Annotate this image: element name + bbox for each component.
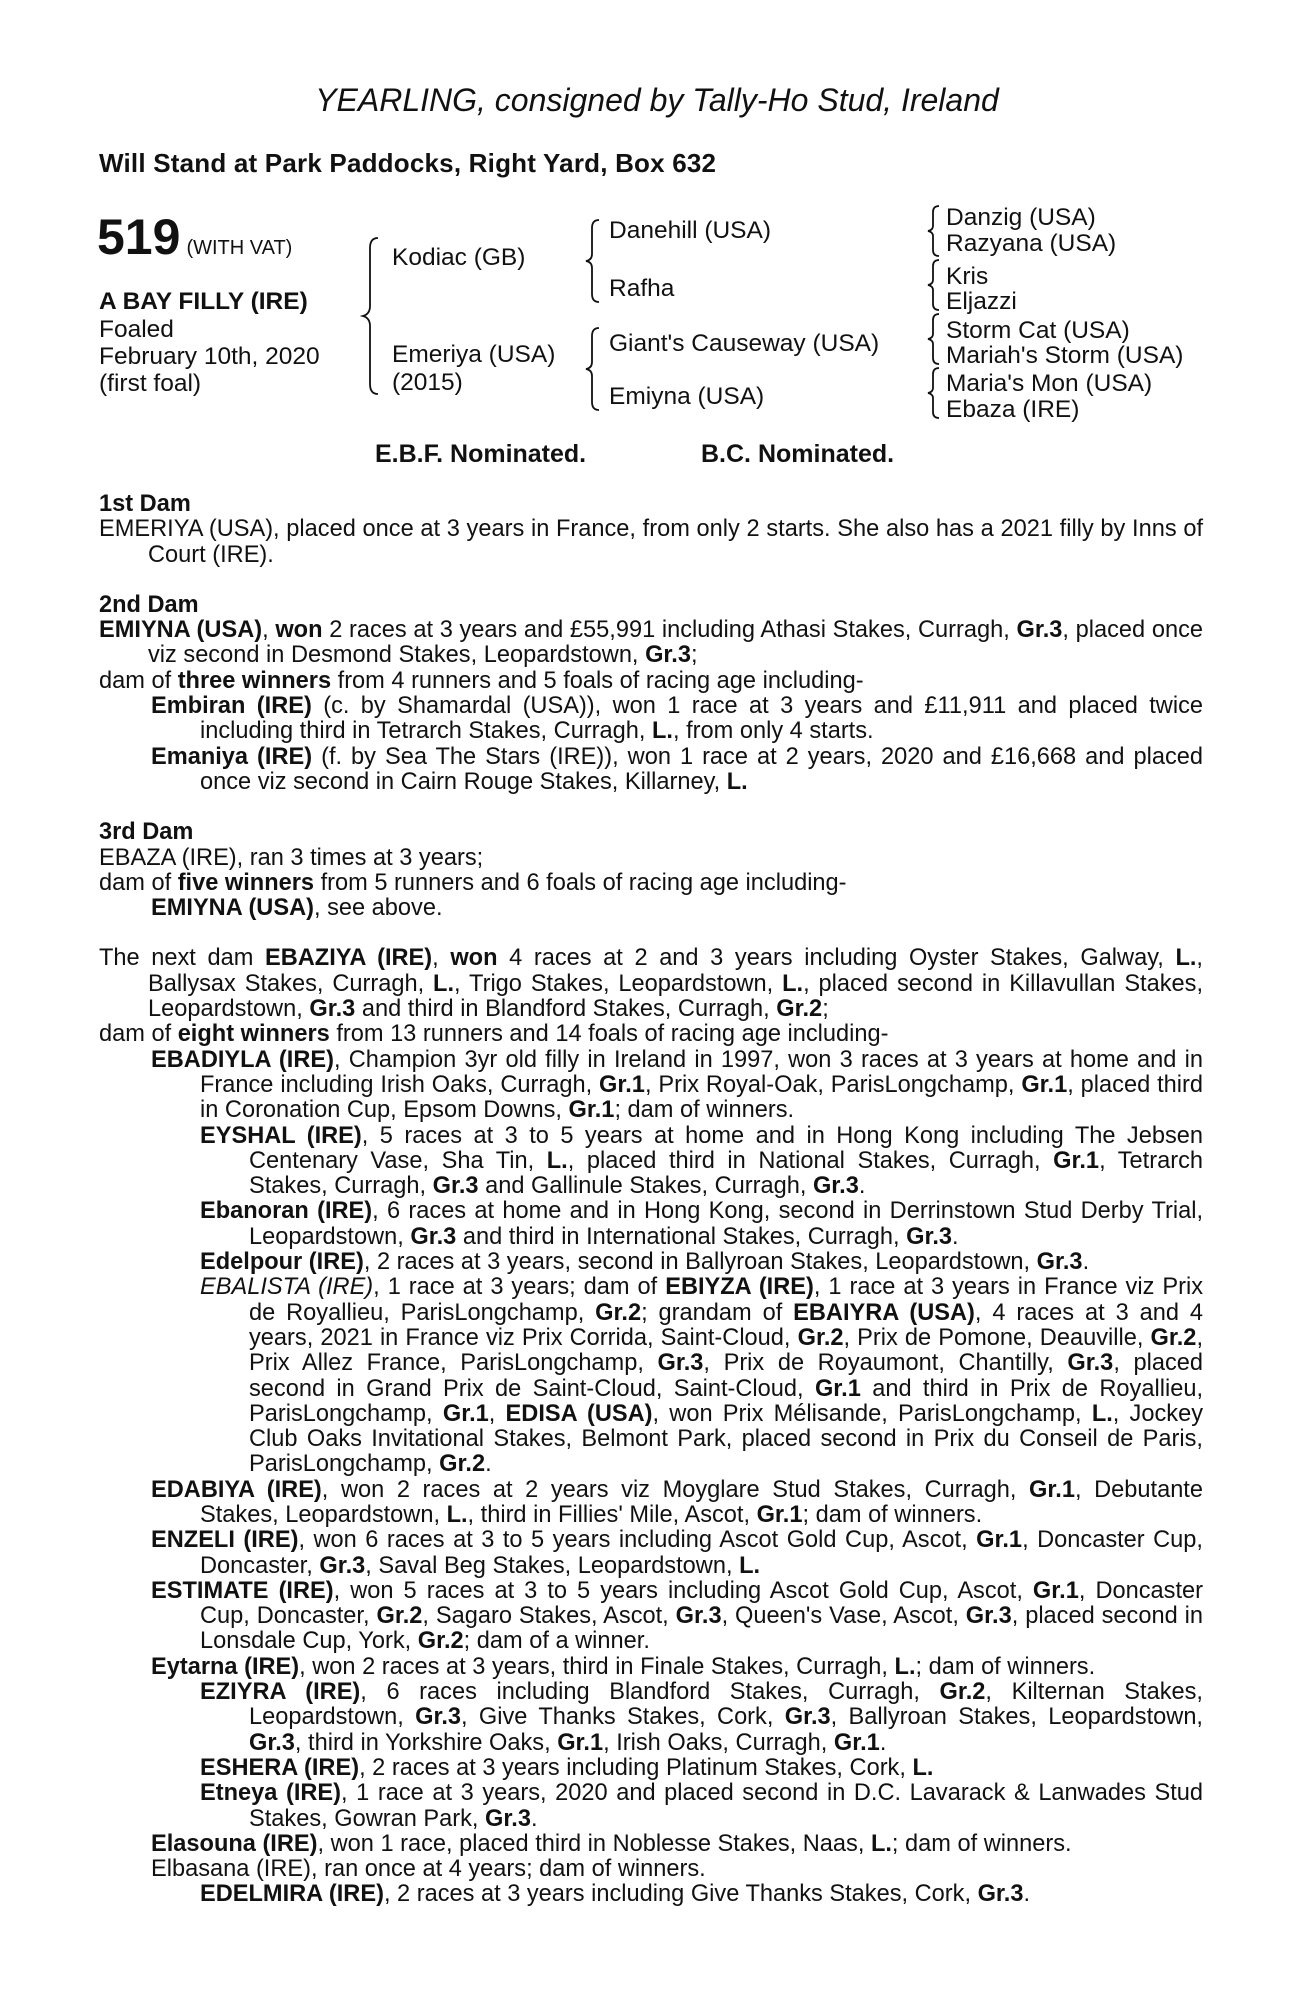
first-dam-entry: EMERIYA (USA), placed once at 3 years in France, from only 2 starts. She also has a 2021 filly by Inns of Court (IRE).	[99, 516, 1203, 568]
produce-estimate: ESTIMATE (IRE), won 5 races at 3 to 5 years including Ascot Gold Cup, Ascot, Gr.1, Doncaster Cup, Doncaster, Gr.2, Sagaro Stakes, Ascot, Gr.3, Queen's Vase, Ascot, Gr.3, placed second in Lonsdale Cup, York, Gr.2; dam of a winner.	[151, 1577, 1203, 1655]
first-dam-heading: 1st Dam	[99, 491, 191, 517]
bc-nomination: B.C. Nominated.	[701, 440, 895, 468]
produce-ebadiyla: EBADIYLA (IRE), Champion 3yr old filly in Ireland in 1997, won 3 races at 3 years at home and in France including Irish Oaks, Curragh, Gr.1, Prix Royal-Oak, ParisLongchamp, Gr.1, placed third in Coronation Cup, Epsom Downs, Gr.1; dam of winners.	[151, 1046, 1203, 1124]
ss-dam: Razyana (USA)	[946, 230, 1117, 257]
second-dam-entry: EMIYNA (USA), won 2 races at 3 years and £55,991 including Athasi Stakes, Curragh, Gr.3, placed once viz second in Desmond Stakes, Leopardstown, Gr.3;	[99, 617, 1203, 669]
stand-location: Will Stand at Park Paddocks, Right Yard, Box 632	[99, 148, 717, 178]
produce-eytarna: Eytarna (IRE), won 2 races at 3 years, third in Finale Stakes, Curragh, L.; dam of winners.	[151, 1653, 1096, 1680]
dam-year: (2015)	[392, 369, 463, 396]
page-title: YEARLING, consigned by Tally-Ho Stud, Ireland	[315, 82, 999, 118]
sire: Kodiac (GB)	[392, 244, 526, 271]
foaled-label: Foaled	[99, 316, 174, 343]
produce-edelmira: EDELMIRA (IRE), 2 races at 3 years including Give Thanks Stakes, Cork, Gr.3.	[200, 1881, 1031, 1908]
foal-note: (first foal)	[99, 370, 202, 397]
ss-sire: Danzig (USA)	[946, 204, 1096, 231]
dd-dam: Ebaza (IRE)	[946, 396, 1080, 423]
produce-emaniya: Emaniya (IRE) (f. by Sea The Stars (IRE)), won 1 race at 2 years, 2020 and £16,668 and placed once viz second in Cairn Rouge Stakes, Killarney, L.	[151, 743, 1203, 795]
dam-sire: Giant's Causeway (USA)	[609, 330, 880, 357]
produce-eshera: ESHERA (IRE), 2 races at 3 years including Platinum Stakes, Cork, L.	[200, 1754, 934, 1781]
third-dam-heading: 3rd Dam	[99, 819, 194, 846]
produce-etneya: Etneya (IRE), 1 race at 3 years, 2020 and placed second in D.C. Lavarack & Lanwades Stud Stakes, Gowran Park, Gr.3.	[200, 1780, 1203, 1832]
produce-elasouna: Elasouna (IRE), won 1 race, placed third in Noblesse Stakes, Naas, L.; dam of winners.	[151, 1830, 1072, 1857]
produce-edelpour: Edelpour (IRE), 2 races at 3 years, second in Ballyroan Stakes, Leopardstown, Gr.3.	[200, 1249, 1090, 1276]
ds-dam: Mariah's Storm (USA)	[946, 342, 1184, 369]
produce-elbasana: Elbasana (IRE), ran once at 4 years; dam of winners.	[151, 1856, 706, 1883]
sire-dam-brace	[360, 236, 382, 396]
sd-sire: Kris	[946, 263, 989, 290]
sd-brace	[925, 258, 943, 312]
sire-brace	[583, 218, 603, 304]
next-dam-entry: The next dam EBAZIYA (IRE), won 4 races at 2 and 3 years including Oyster Stakes, Galway, L., Ballysax Stakes, Curragh, L., Trigo Stakes, Leopardstown, L., placed second in Killavullan Stakes, Leopardstown, Gr.3 and third in Blandford Stakes, Curragh, Gr.2;	[99, 945, 1204, 1023]
second-dam-produce: dam of three winners from 4 runners and 5 foals of racing age including-	[99, 667, 864, 694]
produce-edabiya: EDABIYA (IRE), won 2 races at 2 years viz Moyglare Stud Stakes, Curragh, Gr.1, Debutante Stakes, Leopardstown, L., third in Fillies' Mile, Ascot, Gr.1; dam of winners.	[151, 1476, 1203, 1528]
produce-eyshal: EYSHAL (IRE), 5 races at 3 to 5 years at home and in Hong Kong including The Jebsen Centenary Vase, Sha Tin, L., placed third in National Stakes, Curragh, Gr.1, Tetrarch Stakes, Curragh, Gr.3 and Gallinule Stakes, Curragh, Gr.3.	[200, 1122, 1204, 1200]
produce-enzeli: ENZELI (IRE), won 6 races at 3 to 5 years including Ascot Gold Cup, Ascot, Gr.1, Doncaster Cup, Doncaster, Gr.3, Saval Beg Stakes, Leopardstown, L.	[151, 1527, 1203, 1579]
vat-note: (WITH VAT)	[186, 237, 293, 259]
produce-emiyna: EMIYNA (USA), see above.	[151, 895, 443, 922]
ss-brace	[925, 204, 943, 258]
produce-embiran: Embiran (IRE) (c. by Shamardal (USA)), won 1 race at 3 years and £11,911 and placed twice including third in Tetrarch Stakes, Curragh, L., from only 4 starts.	[151, 693, 1203, 745]
dam-dam: Emiyna (USA)	[609, 383, 765, 410]
horse-name: A BAY FILLY (IRE)	[99, 288, 308, 315]
ds-brace	[925, 312, 943, 366]
second-dam-heading: 2nd Dam	[99, 591, 199, 618]
ds-sire: Storm Cat (USA)	[946, 317, 1130, 344]
third-dam-produce: dam of five winners from 5 runners and 6 foals of racing age including-	[99, 869, 847, 896]
dam-brace	[583, 326, 603, 412]
sd-dam: Eljazzi	[946, 288, 1017, 315]
produce-ebanoran: Ebanoran (IRE), 6 races at home and in Hong Kong, second in Derrinstown Stud Derby Trial, Leopardstown, Gr.3 and third in International Stakes, Curragh, Gr.3.	[200, 1198, 1203, 1250]
dd-brace	[925, 366, 943, 420]
produce-eziyra: EZIYRA (IRE), 6 races including Blandford Stakes, Curragh, Gr.2, Kilternan Stakes, Leopardstown, Gr.3, Give Thanks Stakes, Cork, Gr.3, Ballyroan Stakes, Leopardstown, Gr.3, third in Yorkshire Oaks, Gr.1, Irish Oaks, Curragh, Gr.1.	[200, 1679, 1203, 1756]
produce-ebalista: EBALISTA (IRE), 1 race at 3 years; dam of EBIYZA (IRE), 1 race at 3 years in France viz Prix de Royallieu, ParisLongchamp, Gr.2; grandam of EBAIYRA (USA), 4 races at 3 and 4 years, 2021 in France viz Prix Corrida, Saint-Cloud, Gr.2, Prix de Pomone, Deauville, Gr.2, Prix Allez France, ParisLongchamp, Gr.3, Prix de Royaumont, Chantilly, Gr.3, placed second in Grand Prix de Saint-Cloud, Saint-Cloud, Gr.1 and third in Prix de Royallieu, ParisLongchamp, Gr.1, EDISA (USA), won Prix Mélisande, ParisLongchamp, L., Jockey Club Oaks Invitational Stakes, Belmont Park, placed second in Prix du Conseil de Paris, ParisLongchamp, Gr.2.	[200, 1274, 1204, 1478]
ebf-nomination: E.B.F. Nominated.	[375, 440, 587, 468]
sire-dam: Rafha	[609, 275, 675, 302]
next-dam-produce: dam of eight winners from 13 runners and 14 foals of racing age including-	[99, 1021, 889, 1048]
dd-sire: Maria's Mon (USA)	[946, 370, 1153, 397]
third-dam-entry: EBAZA (IRE), ran 3 times at 3 years;	[99, 844, 484, 871]
catalogue-text	[99, 492, 1203, 1908]
lot-number-block	[97, 208, 292, 266]
lot-number: 519	[97, 209, 181, 265]
foal-date: February 10th, 2020	[99, 343, 320, 370]
sire-sire: Danehill (USA)	[609, 217, 772, 244]
dam: Emeriya (USA)	[392, 341, 556, 368]
